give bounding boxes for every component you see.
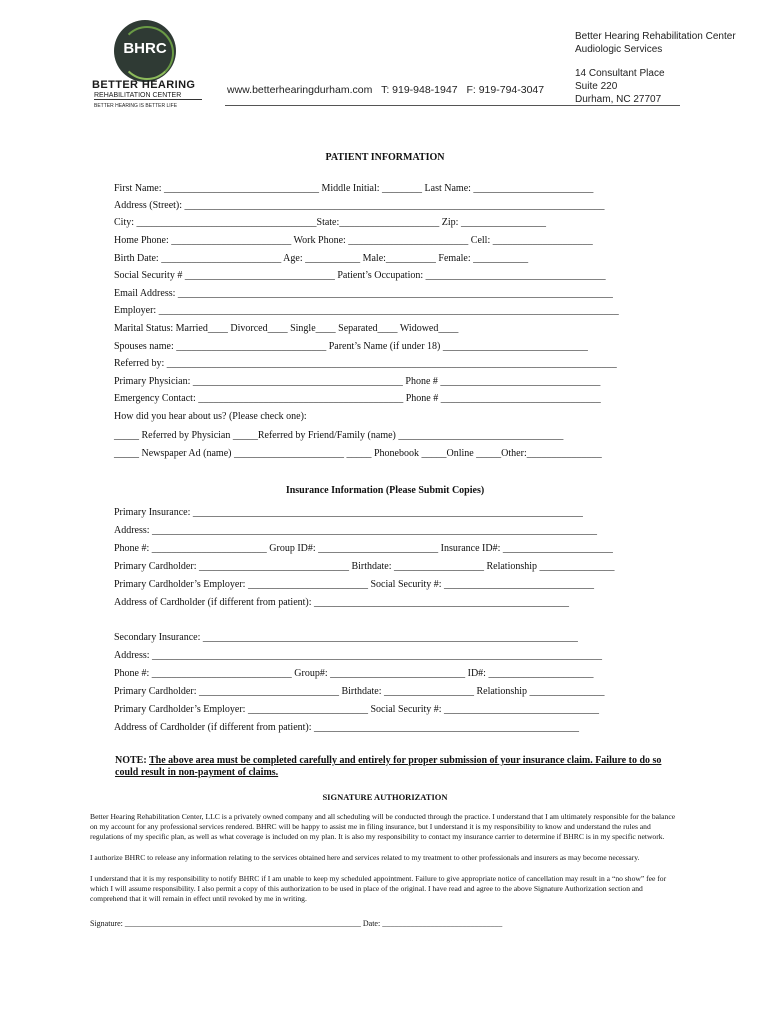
- referral-question: How did you hear about us? (Please check one):: [114, 411, 307, 422]
- field-row-ssn[interactable]: Social Security # ______________________________ Patient’s Occupation: ____________________________________: [114, 270, 606, 281]
- signature-date-row[interactable]: Signature: ___________________________________________________________ Date: ______________________________: [90, 919, 503, 928]
- field-row-address[interactable]: Address (Street): ____________________________________________________________________________________: [114, 200, 605, 211]
- fax-number: F: 919-794-3047: [466, 84, 545, 96]
- field-row-primary-insurance[interactable]: Primary Insurance: ______________________________________________________________________________: [114, 507, 583, 518]
- policy-paragraph-2: I authorize BHRC to release any information relating to the services obtained here and services related to my treatment to other professionals and insurers as may become necessary.: [90, 853, 640, 862]
- patient-info-title: PATIENT INFORMATION: [325, 152, 445, 163]
- logo-subtitle: REHABILITATION CENTER: [94, 92, 202, 100]
- note-prefix: NOTE:: [115, 755, 147, 766]
- field-row-emergency[interactable]: Emergency Contact: _________________________________________ Phone # ________________________________: [114, 393, 601, 404]
- field-row-primary-cardholder[interactable]: Primary Cardholder: ______________________________ Birthdate: __________________ Relationship _______________: [114, 561, 615, 572]
- contact-line: [227, 84, 550, 96]
- address-block: [575, 67, 665, 106]
- field-row-physician[interactable]: Primary Physician: __________________________________________ Phone # ________________________________: [114, 376, 601, 387]
- field-row-phones[interactable]: Home Phone: ________________________ Work Phone: ________________________ Cell: ____________________: [114, 235, 593, 246]
- field-row-secondary-cardholder-address[interactable]: Address of Cardholder (if different from patient): _____________________________________________________: [114, 722, 580, 733]
- field-row-birth[interactable]: Birth Date: ________________________ Age: ___________ Male:__________ Female: ___________: [114, 253, 529, 264]
- field-row-employer[interactable]: Employer: ____________________________________________________________________________________________: [114, 305, 619, 316]
- insurance-title: Insurance Information (Please Submit Copies): [285, 485, 485, 496]
- website-link[interactable]: www.betterhearingdurham.com: [227, 84, 373, 96]
- address-line-3: Durham, NC 27707: [575, 94, 662, 105]
- field-row-primary-ids[interactable]: Phone #: _______________________ Group ID#: ________________________ Insurance ID#: ______________________: [114, 543, 613, 554]
- field-row-name[interactable]: First Name: _______________________________ Middle Initial: ________ Last Name: ________________________: [114, 183, 594, 194]
- policy-paragraph-1: Better Hearing Rehabilitation Center, LLC is a privately owned company and all scheduling will be conducted through the practice. I understand that I am ultimately responsible for the balance on my account for any professional services rendered. BHRC will be happy to assist me in filing insurance, but I understand it is my responsibility to know and understand the rules and regulations of my specific plan, as well as what coverage is included on my plan. It is also my responsibility to contact my insurance carrier to determine if BHRC is in my specific network.: [90, 812, 676, 842]
- field-row-city[interactable]: City: ____________________________________State:____________________ Zip: _________________: [114, 217, 546, 228]
- field-row-primary-employer[interactable]: Primary Cardholder’s Employer: ________________________ Social Security #: ______________________________: [114, 579, 595, 590]
- field-row-primary-address[interactable]: Address: _________________________________________________________________________________________: [114, 525, 598, 536]
- org-dept: Audiologic Services: [575, 44, 663, 55]
- field-row-secondary-cardholder[interactable]: Primary Cardholder: ____________________________ Birthdate: __________________ Relationship _______________: [114, 686, 605, 697]
- field-row-referral-1[interactable]: _____ Referred by Physician _____Referred by Friend/Family (name) _________________________________: [114, 430, 564, 441]
- logo-name: BETTER HEARING: [92, 79, 196, 91]
- insurance-note: [115, 755, 675, 779]
- logo-mark: BHRC: [123, 40, 167, 57]
- address-line-2: Suite 220: [575, 81, 618, 92]
- signature-title: SIGNATURE AUTHORIZATION: [322, 792, 448, 802]
- note-text: The above area must be completed carefully and entirely for proper submission of your insurance claim. Failure to do so could result in non-payment of claims.: [115, 755, 662, 778]
- field-row-primary-cardholder-address[interactable]: Address of Cardholder (if different from patient): ___________________________________________________: [114, 597, 570, 608]
- org-block: [575, 30, 736, 56]
- bhrc-logo: [90, 18, 202, 109]
- logo-tagline: BETTER HEARING IS BETTER LIFE: [94, 103, 178, 109]
- policy-paragraph-3: I understand that it is my responsibility to notify BHRC if I am unable to keep my scheduled appointment. Failure to give appropriate notice of cancellation may result in a “no show” fee for which I will assume responsibility. I also permit a copy of this authorization to be used in place of the original. I have read and agree to the above Signature Authorization section and comprehend that it will remain in effect until revoked by me in writing.: [90, 874, 667, 904]
- field-row-referral-2[interactable]: _____ Newspaper Ad (name) ______________________ _____ Phonebook _____Online _____Other:_______________: [114, 448, 602, 459]
- field-row-email[interactable]: Email Address: _______________________________________________________________________________________: [114, 288, 613, 299]
- field-row-secondary-address[interactable]: Address: __________________________________________________________________________________________: [114, 650, 603, 661]
- org-name: Better Hearing Rehabilitation Center: [575, 31, 736, 42]
- phone-number: T: 919-948-1947: [381, 84, 458, 96]
- field-row-spouse[interactable]: Spouses name: ______________________________ Parent’s Name (if under 18) _____________________________: [114, 341, 588, 352]
- field-row-secondary-employer[interactable]: Primary Cardholder’s Employer: ________________________ Social Security #: _______________________________: [114, 704, 600, 715]
- field-row-marital[interactable]: Marital Status: Married____ Divorced____ Single____ Separated____ Widowed____: [114, 323, 459, 334]
- field-row-referred[interactable]: Referred by: __________________________________________________________________________________________: [114, 358, 617, 369]
- field-row-secondary-ids[interactable]: Phone #: ____________________________ Group#: ___________________________ ID#: _____________________: [114, 668, 594, 679]
- field-row-secondary-insurance[interactable]: Secondary Insurance: ___________________________________________________________________________: [114, 632, 578, 643]
- address-line-1: 14 Consultant Place: [575, 68, 665, 79]
- header-divider: [225, 105, 680, 106]
